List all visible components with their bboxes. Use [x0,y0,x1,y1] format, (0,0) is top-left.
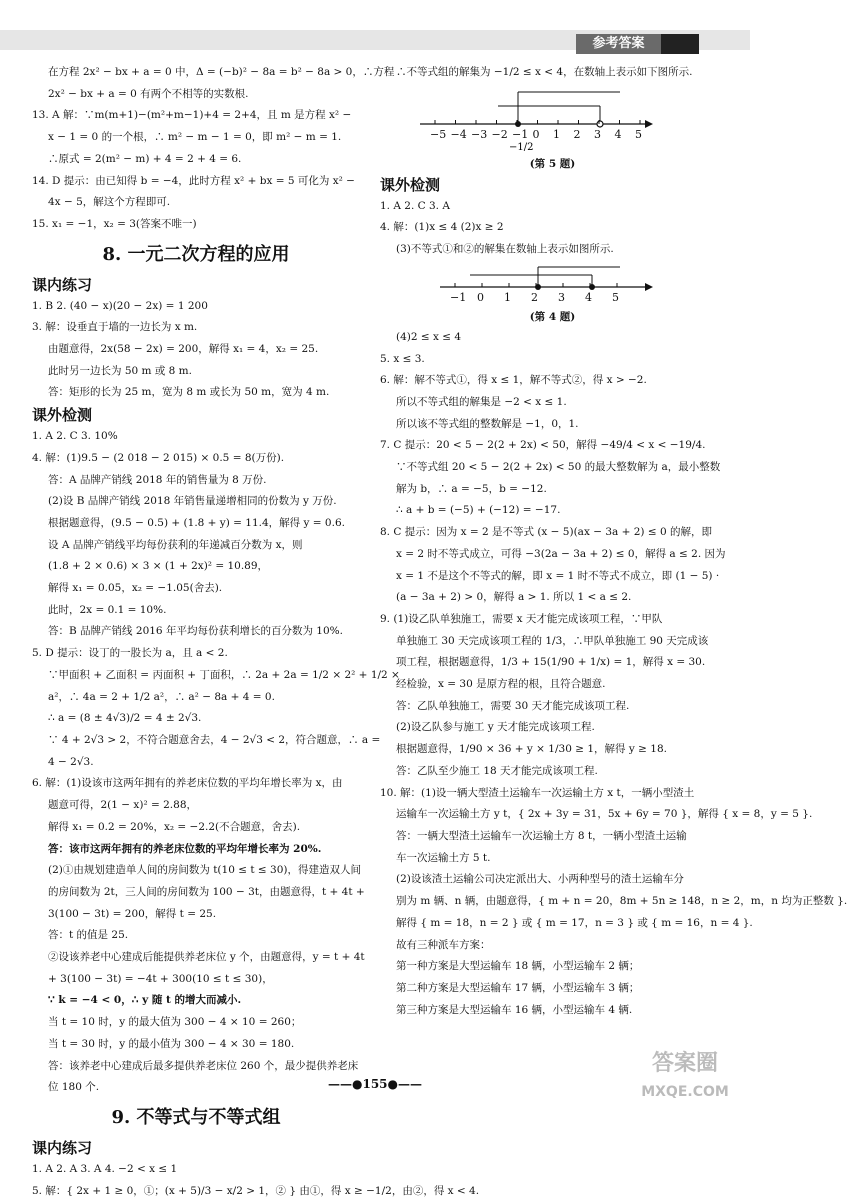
number-line-fig5 [380,84,725,154]
tick-label: 0 [532,127,540,141]
text-line: 3. 解：设垂直于墙的一边长为 x m. [32,321,198,334]
subsection-title: 课外检测 [380,175,441,194]
text-line: 题意可得，2(1 − x)² = 2.88， [48,799,198,812]
text-line: 答：乙队至少施工 18 天才能完成该项工程. [396,764,598,777]
text-line: + 3(100 − 3t) = −4t + 300(10 ≤ t ≤ 30)， [48,972,273,985]
text-line: 7. C 提示：20 < 5 − 2(2 + 2x) < 50，解得 −49/4 < x < −19/4. [380,439,706,452]
header-tag: 参考答案 [576,34,661,54]
text-line: ②设该养老中心建成后能提供养老床位 y 个，由题意得，y = t + 4t [48,951,365,964]
text-line: 解得 { m = 18，n = 2 } 或 { m = 17，n = 3 } 或 { m = 16，n = 4 }. [396,916,753,929]
text-line: 1. A 2. C 3. A [380,199,450,212]
text-line: 由题意得，2x(58 − 2x) = 200，解得 x₁ = 4，x₂ = 25. [48,343,319,356]
tick-label: 5 [635,127,642,141]
text-line: 4x − 5，解这个方程即可. [48,196,171,209]
text-line: 8. C 提示：因为 x = 2 是不等式 (x − 5)(ax − 3a + 2) ≤ 0 的解，即 [380,526,713,539]
figure-caption: (第 4 题) [529,310,576,323]
text-line: (2)①由规划建造单人间的房间数为 t(10 ≤ t ≤ 30)，得建造双人间 [48,864,362,877]
text-line: 答：乙队单独施工，需要 30 天才能完成该项工程. [396,699,630,712]
text-line: 所以不等式组的解集是 −2 < x ≤ 1. [396,395,567,408]
text-line: 在方程 2x² − bx + a = 0 中，Δ = (−b)² − 8a = b² − 8a > 0，∴方程 [48,66,395,78]
text-line: a²，∴ 4a = 2 + 1/2 a²，∴ a² − 8a + 4 = 0. [48,690,275,703]
text-line: 此时另一边长为 50 m 或 8 m. [48,364,192,377]
text-line: 设 A 品牌产销线平均每份获利的年递减百分数为 x，则 [48,538,303,551]
subsection-title: 课内练习 [32,275,93,294]
text-line: 答：矩形的长为 25 m，宽为 8 m 或长为 50 m，宽为 4 m. [48,386,330,399]
text-line: ∵不等式组 20 < 5 − 2(2 + 2x) < 50 的最大整数解为 a，最小整数 [396,461,721,474]
text-line: 的房间数为 2t，三人间的房间数为 100 − 3t，由题意得，t + 4t + [48,885,365,898]
text-line: 10. 解：(1)设一辆大型渣土运输车一次运输土方 x t，一辆小型渣土 [380,786,695,799]
text-line: x = 1 不是这个不等式的解，即 x = 1 时不等式不成立，即 (1 − 5) · [396,569,720,582]
tick-label: −3 [471,127,488,141]
text-line: 1. A 2. A 3. A 4. −2 < x ≤ 1 [32,1162,178,1175]
page-number-text: 155 [362,1077,388,1091]
tick-label: −5 [430,127,447,141]
text-line: 当 t = 30 时，y 的最小值为 300 − 4 × 30 = 180. [48,1037,295,1050]
text-line: (1.8 + 2 × 0.6) × 3 × (1 + 2x)² = 10.89， [48,560,269,573]
header-tag-tail [661,34,699,54]
text-line: 所以该不等式组的整数解是 −1，0，1. [396,417,579,430]
subsection-title: 课外检测 [32,406,93,425]
page-number: ——●155●—— [327,1077,423,1091]
tick-label: 1 [553,127,560,141]
text-line: 3(100 − 3t) = 200，解得 t = 25. [48,907,217,920]
watermark-line2: MXQE.COM [641,1084,729,1100]
text-line: 答：该养老中心建成后最多提供养老床位 260 个，最少提供养老床 [48,1059,359,1072]
text-line: ∵甲面积 + 乙面积 = 丙面积 + 丁面积，∴ 2a + 2a = 1/2 × 2² + 1/2 × [48,668,400,681]
text-line: 项工程，根据题意得，1/3 + 15(1/90 + 1/x) = 1，解得 x = 30. [396,656,706,669]
text-line: 位 180 个. [48,1081,100,1094]
text-line: (a − 3a + 2) > 0，解得 a > 1. 所以 1 < a ≤ 2. [396,591,632,604]
tick-label: 2 [531,290,538,304]
text-line: 5. 解：{ 2x + 1 ≥ 0，①；(x + 5)/3 − x/2 > 1，② } 由①，得 x ≥ −1/2，由②，得 x < 4. [32,1184,480,1197]
tick-label: 4 [614,127,622,141]
tick-label: 1 [504,290,511,304]
text-line: 14. D 提示：由已知得 b = −4，此时方程 x² + bx = 5 可化为 x² − [32,174,355,187]
tick-label: −4 [450,127,467,141]
text-line: 车一次运输土方 5 t. [396,851,491,864]
tick-label: 4 [585,290,592,304]
closed-point [515,121,521,127]
text-line: ∵ k = −4 < 0，∴ y 随 t 的增大而减小. [48,994,242,1007]
text-line: (2)设该渣土运输公司决定派出大、小两种型号的渣土运输车分 [396,873,684,886]
tick-label: −1 [512,127,529,141]
text-line: 9. (1)设乙队单独施工，需要 x 天才能完成该项工程，∵甲队 [380,612,663,625]
text-line: 答：一辆大型渣土运输车一次运输土方 8 t，一辆小型渣土运输 [396,829,687,842]
text-line: ∴原式 = 2(m² − m) + 4 = 2 + 4 = 6. [48,152,242,165]
text-line: 根据题意得，1/90 × 36 + y × 1/30 ≥ 1，解得 y ≥ 18. [396,743,667,756]
text-line: 解得 x₁ = 0.05，x₂ = −1.05(舍去). [48,582,223,595]
right-column [380,62,847,1021]
subsection-title: 课内练习 [32,1138,93,1157]
text-line: 答：该市这两年拥有的养老床位数的平均年增长率为 20%. [48,842,322,855]
tick-label: 5 [612,290,619,304]
text-line: 根据题意得，(9.5 − 0.5) + (1.8 + y) = 11.4，解得 y = 0.6. [48,516,345,529]
text-line: (3)不等式①和②的解集在数轴上表示如图所示. [396,243,614,256]
text-line: 1. B 2. (40 − x)(20 − 2x) = 1 200 [32,299,208,312]
tick-label: −1 [450,290,467,304]
text-line: 别为 m 辆、n 辆，由题意得，{ m + n = 20，8m + 5n ≥ 148，n ≥ 2，m，n 均为正整数 }. [396,895,847,908]
text-line: 故有三种派车方案： [396,938,491,951]
text-line: 5. D 提示：设丁的一股长为 a，且 a < 2. [32,647,228,660]
text-line: 1. A 2. C 3. 10% [32,430,118,443]
text-line: (4)2 ≤ x ≤ 4 [396,330,462,343]
text-line: 13. A 解：∵m(m+1)−(m²+m−1)+4 = 2+4，且 m 是方程 x² − [32,109,352,122]
text-line: 4. 解：(1)x ≤ 4 (2)x ≥ 2 [380,221,504,234]
text-line: 此时，2x = 0.1 = 10%. [48,603,167,616]
text-line: (2)设 B 品牌产销线 2018 年销售量递增相同的份数为 y 万份. [48,495,337,508]
text-line: 答：t 的值是 25. [48,929,129,942]
figure-caption: (第 5 题) [529,157,576,170]
text-line: ∴ a = (8 ± 4√3)/2 = 4 ± 2√3. [48,712,202,725]
text-line: 答：A 品牌产销线 2018 年的销售量为 8 万份. [48,473,267,486]
text-line: 答：B 品牌产销线 2016 年平均每份获利增长的百分数为 10%. [48,625,343,638]
text-line: 第二种方案是大型运输车 17 辆，小型运输车 3 辆； [396,981,640,994]
tick-label: 2 [573,127,581,141]
text-line: ∵ 4 + 2√3 > 2，不符合题意舍去，4 − 2√3 < 2，符合题意，∴ a = [48,733,381,746]
text-line: ∴ a + b = (−5) + (−12) = −17. [396,504,561,517]
tick-label: 3 [594,127,601,141]
text-line: 单独施工 30 天完成该项工程的 1/3，∴甲队单独施工 90 天完成该 [396,634,709,647]
tick-label: 3 [558,290,565,304]
text-line: 第一种方案是大型运输车 18 辆，小型运输车 2 辆； [396,960,640,973]
text-line: 当 t = 10 时，y 的最大值为 300 − 4 × 10 = 260； [48,1016,302,1029]
text-line: (2)设乙队参与施工 y 天才能完成该项工程. [396,721,595,734]
text-line: 第三种方案是大型运输车 16 辆，小型运输车 4 辆. [396,1003,633,1016]
text-line: 经检验，x = 30 是原方程的根，且符合题意. [396,678,606,691]
text-line: 6. 解：解不等式①，得 x ≤ 1，解不等式②，得 x > −2. [380,374,647,387]
tick-label: −2 [491,127,508,141]
text-line: 15. x₁ = −1，x₂ = 3(答案不唯一) [32,217,197,230]
number-line-fig4 [380,261,725,307]
text-line: ∴不等式组的解集为 −1/2 ≤ x < 4，在数轴上表示如下图所示. [396,66,693,78]
open-point [597,121,603,127]
text-line: 5. x ≤ 3. [380,352,425,365]
text-line: 2x² − bx + a = 0 有两个不相等的实数根. [48,87,249,100]
watermark-logo [630,1050,740,1108]
watermark-line1: 答案圈 [651,1051,718,1076]
section-title-8: 8. 一元二次方程的应用 [102,243,290,265]
fig5-left-label: −1/2 [509,141,534,153]
text-line: 解得 x₁ = 0.2 = 20%，x₂ = −2.2(不合题意，舍去). [48,820,301,833]
text-line: 6. 解：(1)设该市这两年拥有的养老床位数的平均年增长率为 x，由 [32,777,343,790]
text-line: 4. 解：(1)9.5 − (2 018 − 2 015) × 0.5 = 8(万份). [32,451,285,464]
text-line: 运输车一次运输土方 y t，{ 2x + 3y = 31，5x + 6y = 70 }，解得 { x = 8，y = 5 }. [396,808,813,821]
text-line: 解为 b，∴ a = −5，b = −12. [396,482,547,495]
text-line: x − 1 = 0 的一个根，∴ m² − m − 1 = 0，即 m² − m = 1. [48,131,342,144]
text-line: x = 2 时不等式成立，可得 −3(2a − 3a + 2) ≤ 0，解得 a ≤ 2. 因为 [396,547,726,560]
tick-label: 0 [477,290,484,304]
text-line: 4 − 2√3. [48,755,94,768]
section-title-9: 9. 不等式与不等式组 [111,1106,281,1128]
